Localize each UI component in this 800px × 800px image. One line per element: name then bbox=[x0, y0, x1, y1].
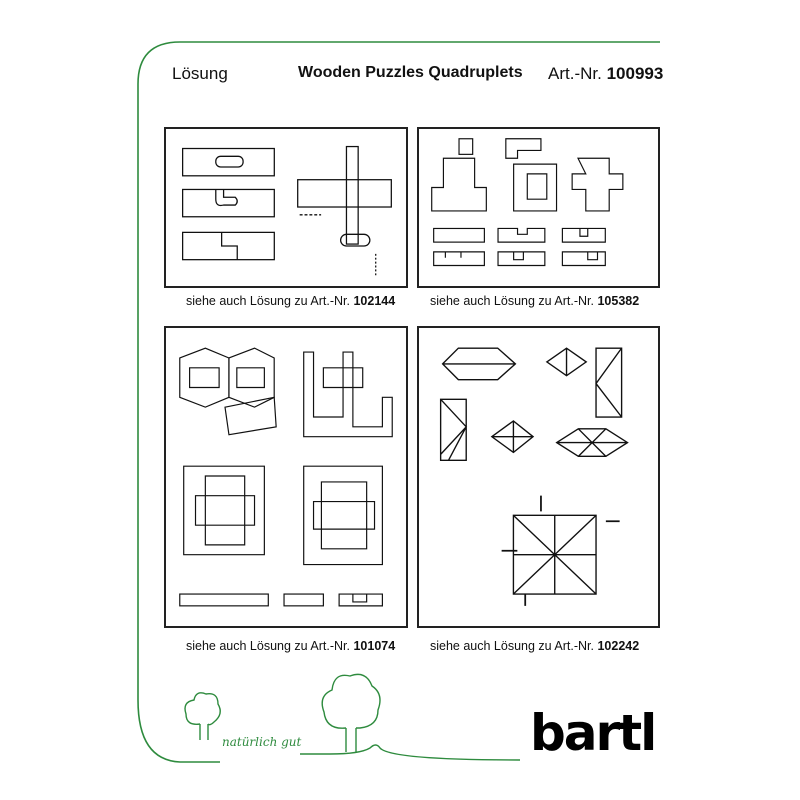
solution-panel-1 bbox=[164, 127, 408, 288]
article-number-value: 100993 bbox=[606, 64, 664, 83]
caption-panel-1 bbox=[186, 294, 395, 308]
article-number bbox=[548, 64, 663, 84]
big-tree-icon bbox=[322, 674, 380, 752]
solution-panel-4 bbox=[417, 326, 660, 628]
caption-panel-3 bbox=[186, 639, 395, 653]
caption-number: 105382 bbox=[597, 294, 640, 308]
brand-logo: bartl bbox=[530, 704, 656, 762]
puzzle-drawing-2 bbox=[419, 129, 658, 286]
caption-number: 102144 bbox=[353, 294, 396, 308]
small-tree-icon bbox=[185, 693, 220, 740]
caption-prefix: siehe auch Lösung zu Art.-Nr. bbox=[430, 294, 594, 308]
caption-prefix: siehe auch Lösung zu Art.-Nr. bbox=[186, 294, 350, 308]
solution-panel-2 bbox=[417, 127, 660, 288]
puzzle-drawing-4 bbox=[419, 328, 658, 626]
caption-panel-2 bbox=[430, 294, 639, 308]
solution-label: Lösung bbox=[172, 64, 228, 83]
caption-prefix: siehe auch Lösung zu Art.-Nr. bbox=[430, 639, 594, 653]
caption-number: 102242 bbox=[597, 639, 640, 653]
solution-panel-3 bbox=[164, 326, 408, 628]
puzzle-drawing-1 bbox=[166, 129, 406, 286]
caption-number: 101074 bbox=[353, 639, 396, 653]
page-title: Wooden Puzzles Quadruplets bbox=[298, 64, 523, 81]
caption-panel-4 bbox=[430, 639, 639, 653]
caption-prefix: siehe auch Lösung zu Art.-Nr. bbox=[186, 639, 350, 653]
slogan: natürlich gut bbox=[222, 735, 302, 749]
article-number-prefix: Art.-Nr. bbox=[548, 64, 602, 83]
puzzle-drawing-3 bbox=[166, 328, 406, 626]
